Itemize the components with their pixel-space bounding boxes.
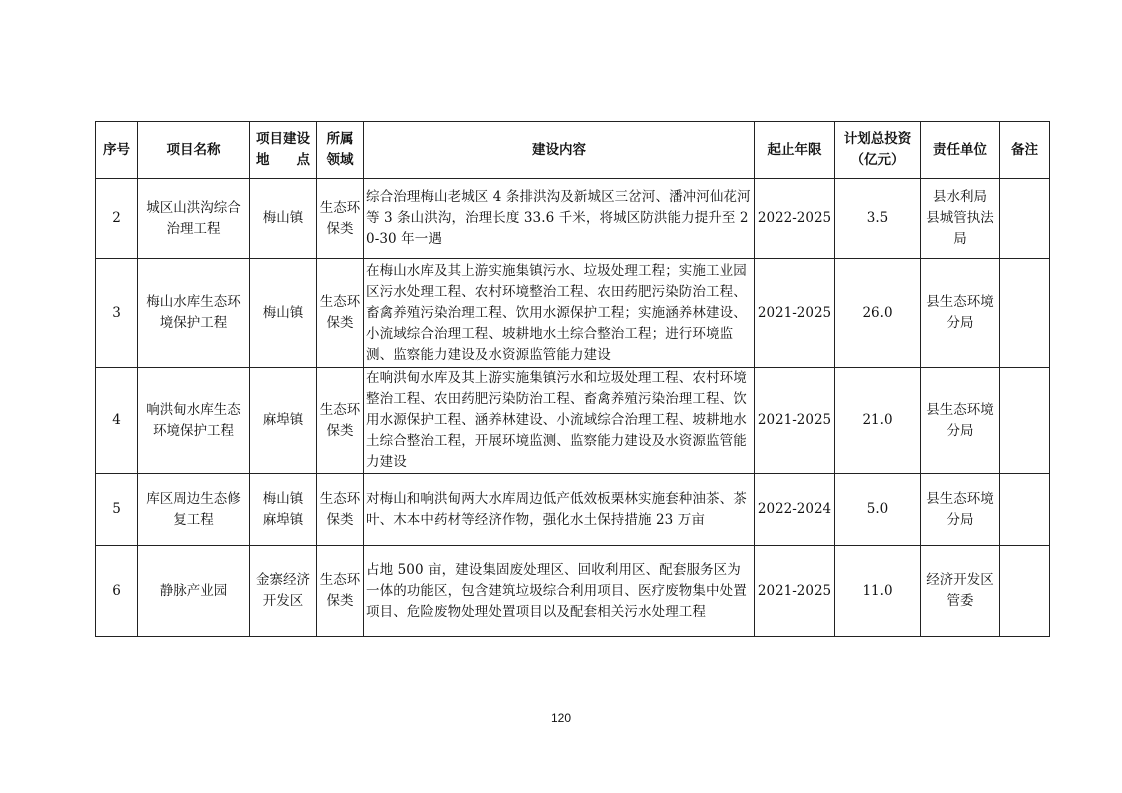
header-seq: 序号	[96, 122, 138, 179]
header-name: 项目名称	[138, 122, 250, 179]
header-remark: 备注	[1000, 122, 1050, 179]
row-name: 静脉产业园	[138, 546, 250, 637]
project-table	[95, 121, 1050, 637]
header-investment: 计划总投资 （亿元）	[835, 122, 921, 179]
row-remark	[1000, 474, 1050, 546]
row-name: 响洪甸水库生态环境保护工程	[138, 368, 250, 474]
row-content: 占地 500 亩，建设集固废处理区、回收利用区、配套服务区为一体的功能区，包含建筑垃圾综合利用项目、医疗废物集中处置项目、危险废物处理处置项目以及配套相关污水处理工程	[364, 546, 755, 637]
row-field: 生态环保类	[317, 546, 364, 637]
row-period: 2021-2025	[755, 259, 835, 368]
row-seq: 5	[96, 474, 138, 546]
row-location: 梅山镇	[250, 259, 317, 368]
row-content: 综合治理梅山老城区 4 条排洪沟及新城区三岔河、潘冲河仙花河等 3 条山洪沟，治理长度 33.6 千米，将城区防洪能力提升至 20-30 年一遇	[364, 179, 755, 259]
row-field: 生态环保类	[317, 259, 364, 368]
row-name: 城区山洪沟综合治理工程	[138, 179, 250, 259]
row-location: 梅山镇	[250, 179, 317, 259]
row-investment: 11.0	[835, 546, 921, 637]
row-remark	[1000, 368, 1050, 474]
row-location: 梅山镇 麻埠镇	[250, 474, 317, 546]
header-field: 所属 领域	[317, 122, 364, 179]
row-investment: 5.0	[835, 474, 921, 546]
row-seq: 4	[96, 368, 138, 474]
row-content: 对梅山和响洪甸两大水库周边低产低效板栗林实施套种油茶、茶叶、木本中药材等经济作物，强化水土保持措施 23 万亩	[364, 474, 755, 546]
row-unit: 县水利局 县城管执法 局	[921, 179, 1000, 259]
row-remark	[1000, 546, 1050, 637]
row-seq: 3	[96, 259, 138, 368]
row-unit: 县生态环境 分局	[921, 474, 1000, 546]
header-location: 项目建设 地 点	[250, 122, 317, 179]
row-unit: 县生态环境 分局	[921, 368, 1000, 474]
row-period: 2021-2025	[755, 368, 835, 474]
row-field: 生态环保类	[317, 179, 364, 259]
row-content: 在响洪甸水库及其上游实施集镇污水和垃圾处理工程、农村环境整治工程、农田药肥污染防治工程、畜禽养殖污染治理工程、饮用水源保护工程、涵养林建设、小流域综合治理工程、坡耕地水土综合整治工程，开展环境监测、监察能力建设及水资源监管能力建设	[364, 368, 755, 474]
header-row	[96, 122, 1050, 179]
table-row	[96, 259, 1050, 368]
header-unit: 责任单位	[921, 122, 1000, 179]
row-period: 2022-2024	[755, 474, 835, 546]
row-unit: 经济开发区 管委	[921, 546, 1000, 637]
row-field: 生态环保类	[317, 368, 364, 474]
header-content: 建设内容	[364, 122, 755, 179]
row-remark	[1000, 179, 1050, 259]
row-content: 在梅山水库及其上游实施集镇污水、垃圾处理工程；实施工业园区污水处理工程、农村环境整治工程、农田药肥污染防治工程、畜禽养殖污染治理工程、饮用水源保护工程；实施涵养林建设、小流域综合治理工程、坡耕地水土综合整治工程；进行环境监测、监察能力建设及水资源监管能力建设	[364, 259, 755, 368]
row-period: 2021-2025	[755, 546, 835, 637]
row-period: 2022-2025	[755, 179, 835, 259]
row-name: 梅山水库生态环境保护工程	[138, 259, 250, 368]
table-row	[96, 546, 1050, 637]
row-investment: 3.5	[835, 179, 921, 259]
row-location: 麻埠镇	[250, 368, 317, 474]
row-seq: 6	[96, 546, 138, 637]
row-seq: 2	[96, 179, 138, 259]
table-row	[96, 474, 1050, 546]
table-row	[96, 368, 1050, 474]
row-investment: 26.0	[835, 259, 921, 368]
table-row	[96, 179, 1050, 259]
row-remark	[1000, 259, 1050, 368]
row-unit: 县生态环境 分局	[921, 259, 1000, 368]
page-number: 120	[550, 711, 572, 725]
row-location: 金寨经济 开发区	[250, 546, 317, 637]
row-name: 库区周边生态修复工程	[138, 474, 250, 546]
row-investment: 21.0	[835, 368, 921, 474]
row-field: 生态环保类	[317, 474, 364, 546]
header-period: 起止年限	[755, 122, 835, 179]
